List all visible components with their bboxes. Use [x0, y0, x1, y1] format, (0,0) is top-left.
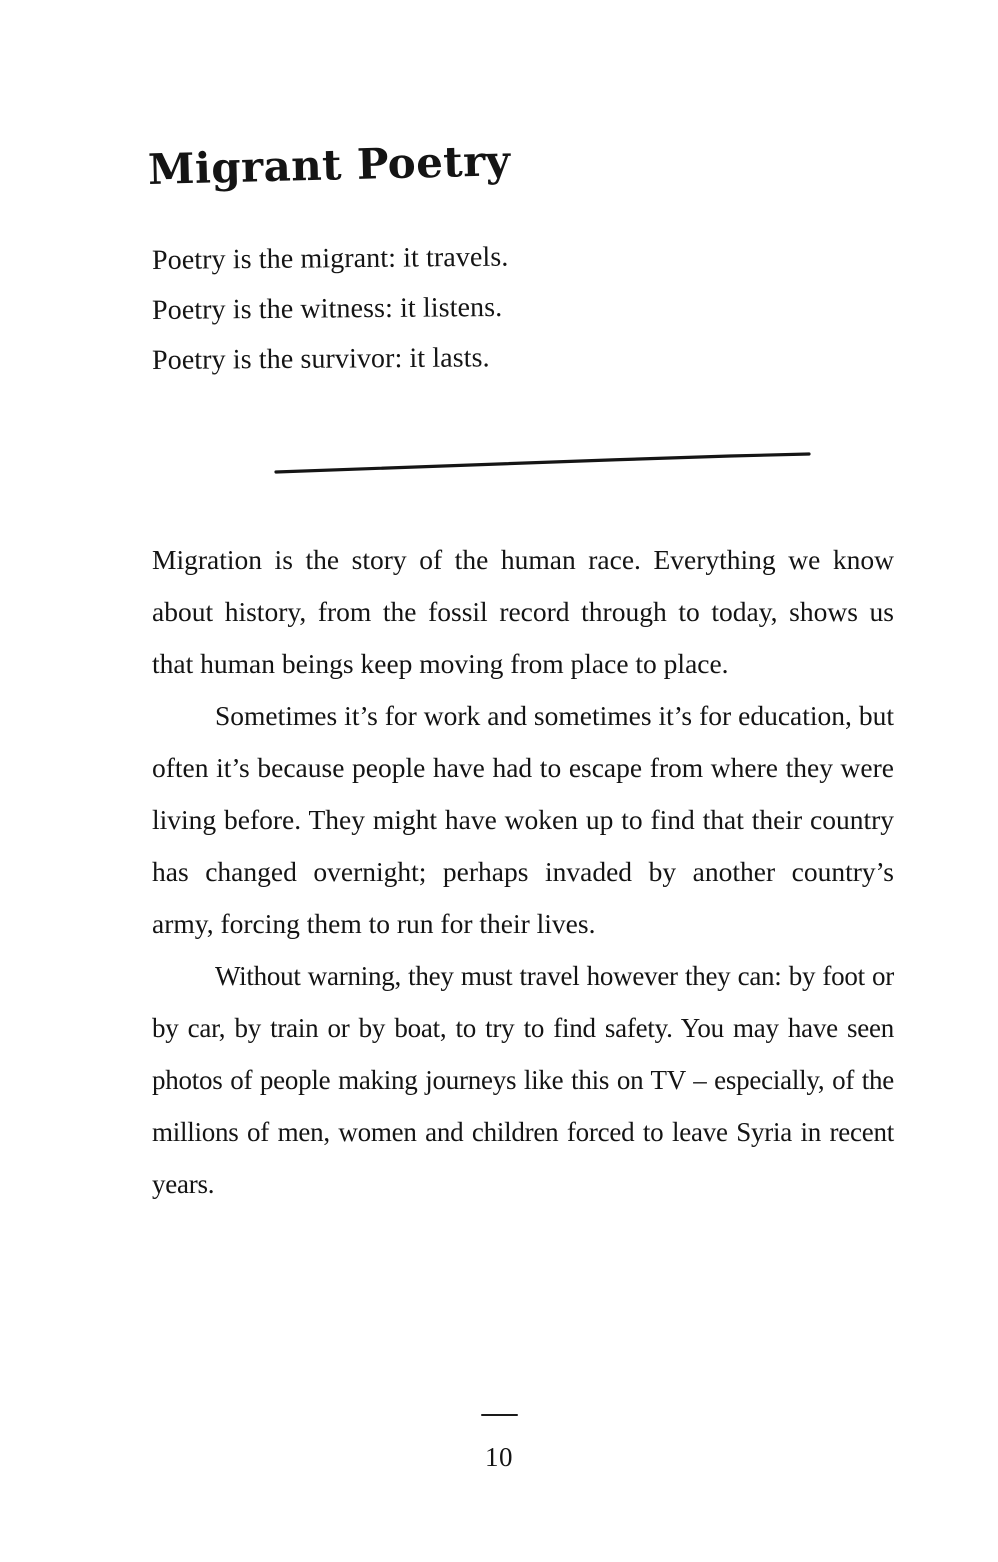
body-text [152, 534, 894, 1210]
epigraph-line: Poetry is the migrant: it travels. [151, 241, 509, 276]
page-title: Migrant Poetry [147, 136, 511, 195]
page-number: 10 [485, 1442, 513, 1472]
epigraph-line: Poetry is the witness: it listens. [151, 291, 503, 326]
page-footer [0, 1414, 998, 1473]
epigraph-block [152, 236, 894, 386]
paragraph: Without warning, they must travel however they can: by foot or by car, by train or by boat, to try to find safety. You may have seen photos of people making journeys like this on TV – especially, of the millions of men, women and children forced to leave Syria in recent years. [152, 961, 894, 1199]
paragraph: Migration is the story of the human race. Everything we know about history, from the fossil record through to today, shows us that human beings keep moving from place to place. [152, 544, 894, 679]
epigraph-line: Poetry is the survivor: it lasts. [151, 342, 490, 376]
section-divider-rule [270, 440, 815, 484]
paragraph: Sometimes it’s for work and sometimes it’s for education, but often it’s because people have had to escape from where they were living before. They might have woken up to find that their country has changed overnight; perhaps invaded by another country’s army, forcing them to run for their lives. [152, 700, 894, 939]
footer-divider-icon [481, 1414, 518, 1416]
